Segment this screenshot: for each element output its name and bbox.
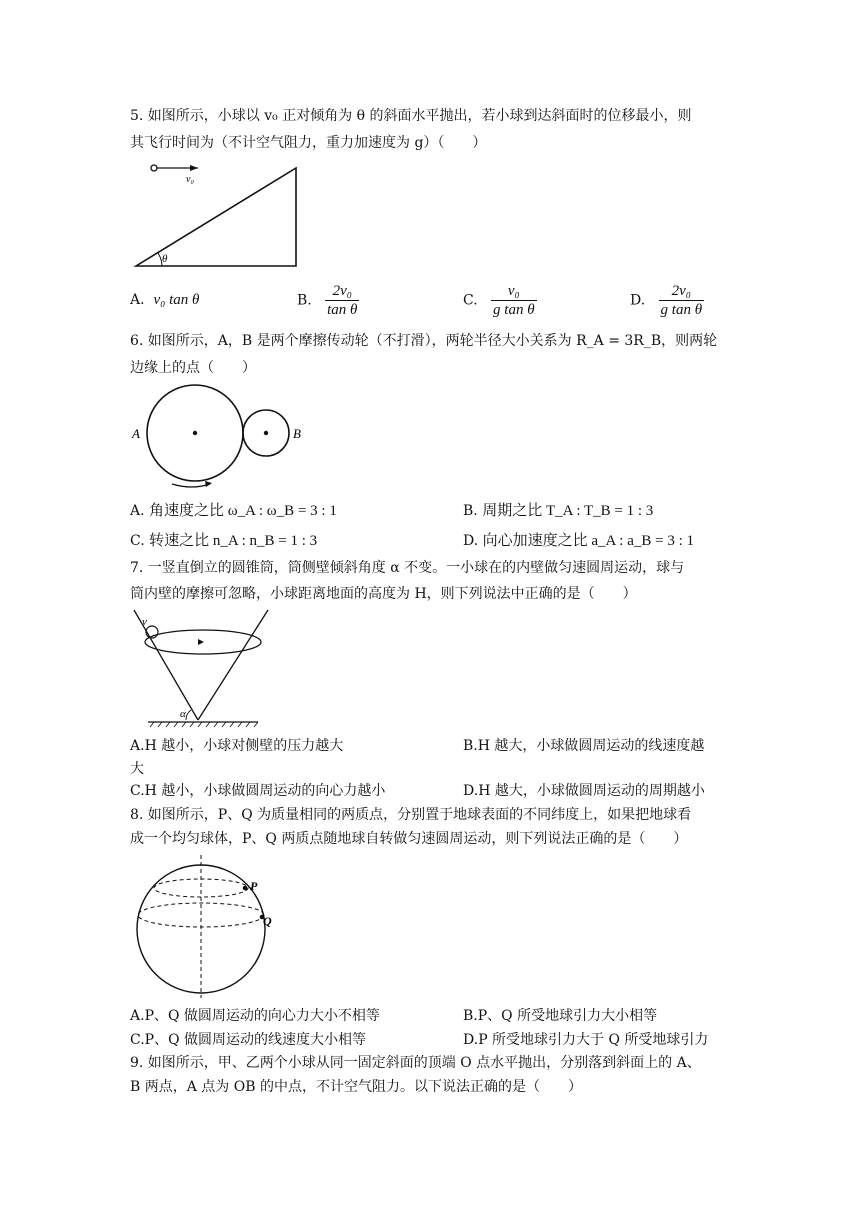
q5-stem-line2: 其飞行时间为（不计空气阻力，重力加速度为 g）（ ）: [130, 135, 487, 151]
q7-stem-line2: 筒内壁的摩擦可忽略，小球距离地面的高度为 H，则下列说法中正确的是（ ）: [130, 586, 637, 602]
q7-fig-alpha: α: [180, 708, 186, 720]
q6-fig-label-b: B: [293, 426, 301, 441]
q5-option-c: C. $\frac{\text{v₀}}{\text{g tan θ}}$: [463, 283, 535, 318]
q6-friction-wheels-figure: [130, 383, 315, 493]
q8-stem-line1: 8. 如图所示，P、Q 为质量相同的两质点，分别置于地球表面的不同纬度上，如果把地球看: [130, 807, 692, 823]
q8-fig-label-q: Q: [263, 914, 272, 928]
q6-stem-line1: 6. 如图所示，A，B 是两个摩擦传动轮（不打滑），两轮半径大小关系为 R_A = 3R_B，则两轮: [130, 333, 718, 349]
q5-stem-line1: 5. 如图所示，小球以 v₀ 正对倾角为 θ 的斜面水平抛出，若小球到达斜面时的位移最小，则: [130, 108, 692, 124]
q8-earth-sphere-figure: [130, 855, 280, 1000]
q6-option-d: D. 向心加速度之比 a_A : a_B = 3 : 1: [463, 533, 695, 549]
q6-option-c: C. 转速之比 n_A : n_B = 1 : 3: [130, 533, 318, 549]
q5-fig-theta: θ: [162, 253, 168, 265]
q7-option-b-continued: 大: [130, 761, 144, 777]
q7-option-c: C.H 越小，小球做圆周运动的向心力越小: [130, 783, 386, 799]
q6-fig-label-a: A: [132, 426, 140, 441]
q9-stem-line1: 9. 如图所示，甲、乙两个小球从同一固定斜面的顶端 O 点水平抛出，分别落到斜面上的 A、: [130, 1055, 701, 1071]
q8-fig-label-p: P: [250, 879, 258, 893]
q5-option-b: B. $\frac{\text{2v₀}}{\text{tan θ}}$: [297, 283, 358, 318]
q8-option-b: B.P、Q 所受地球引力大小相等: [463, 1008, 658, 1024]
q9-stem-line2: B 两点，A 点为 OB 的中点，不计空气阻力。以下说法正确的是（ ）: [130, 1079, 582, 1095]
q7-option-a: A.H 越小，小球对侧壁的压力越大: [130, 738, 344, 754]
q6-option-a: A. 角速度之比 ω_A : ω_B = 3 : 1: [130, 503, 337, 519]
q5-fig-v0: v₀: [186, 174, 194, 185]
q5-option-d: D. $\frac{\text{2v₀}}{\text{g tan θ}}$: [630, 283, 703, 318]
q5-incline-figure: [130, 160, 310, 275]
q7-option-d: D.H 越大，小球做圆周运动的周期越小: [463, 783, 705, 799]
q5-option-a: A. v₀ tan θ: [130, 292, 200, 308]
q6-stem-line2: 边缘上的点（ ）: [130, 360, 256, 376]
q8-stem-line2: 成一个均匀球体，P、Q 两质点随地球自转做匀速圆周运动，则下列说法正确的是（ ）: [130, 831, 688, 847]
q7-cone-figure: [130, 606, 275, 731]
q6-option-b: B. 周期之比 T_A : T_B = 1 : 3: [463, 503, 654, 519]
q7-fig-v: v: [142, 616, 147, 628]
q7-option-b: B.H 越大，小球做圆周运动的线速度越: [463, 738, 705, 754]
q8-option-d: D.P 所受地球引力大于 Q 所受地球引力: [463, 1032, 709, 1048]
q8-option-c: C.P、Q 做圆周运动的线速度大小相等: [130, 1032, 367, 1048]
q7-stem-line1: 7. 一竖直倒立的圆锥筒，筒侧壁倾斜角度 α 不变。一小球在的内壁做匀速圆周运动，球与: [130, 560, 685, 576]
q8-option-a: A.P、Q 做圆周运动的向心力大小不相等: [130, 1008, 380, 1024]
